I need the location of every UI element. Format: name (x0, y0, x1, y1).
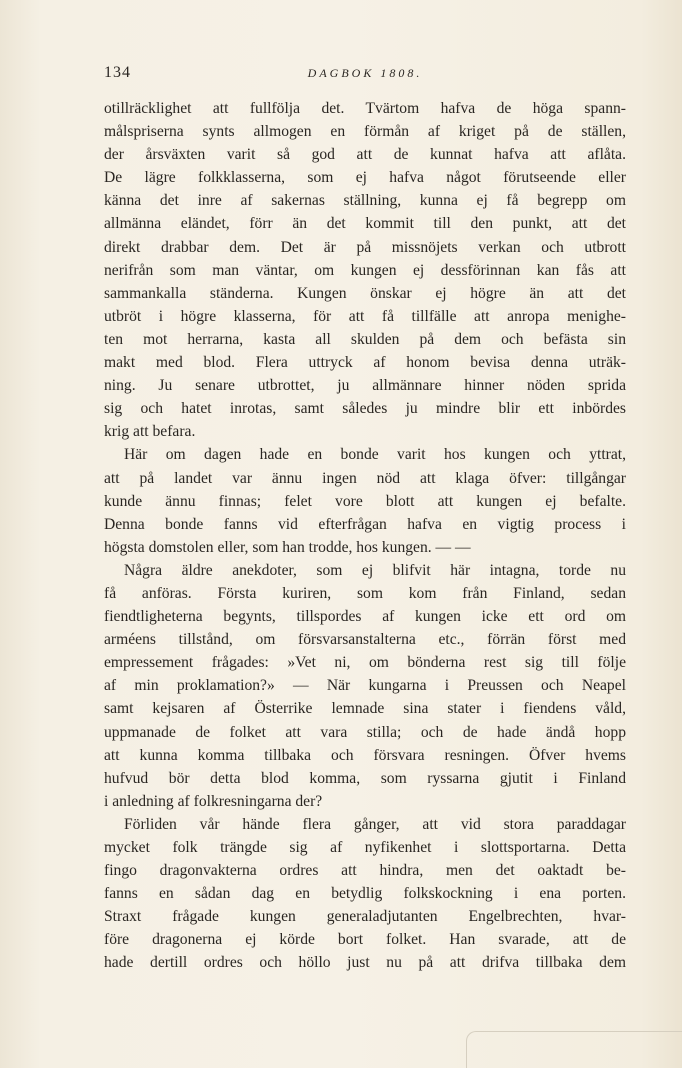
text-line: utbröt i högre klasserna, för att få tillfälle att anropa menighe- (104, 307, 626, 325)
text-line: empressement frågades: »Vet ni, om bönderna rest sig till följe (104, 654, 626, 672)
page-header (104, 60, 626, 88)
text-line: hufvud bör detta blod komma, som ryssarna gjutit i Finland (104, 769, 626, 787)
text-line: De lägre folkklasserna, som ej hafva något förutseende eller (104, 169, 626, 187)
text-line: ten mot herrarna, kasta all skulden på dem och befästa sin (104, 330, 626, 348)
paragraph-start-line: Här om dagen hade en bonde varit hos kungen och yttrat, (124, 446, 626, 464)
paragraph-start-line: Några äldre anekdoter, som ej blifvit här intagna, torde nu (124, 561, 626, 579)
text-line: i anledning af folkresningarna der? (104, 792, 323, 810)
text-line: otillräcklighet att fullfölja det. Tvärtom hafva de höga spann- (104, 100, 626, 117)
text-line: mycket folk trängde sig af nyfikenhet i slottsportarna. Detta (104, 839, 626, 856)
text-line: Straxt frågade kungen generaladjutanten Engelbrechten, hvar- (104, 908, 626, 926)
page-corner-mark (466, 1031, 682, 1068)
text-line: fanns en sådan dag en betydlig folkskockning i ena porten. (104, 885, 626, 903)
page-number: 134 (104, 64, 131, 81)
text-line: sig och hatet inrotas, samt således ju mindre blir ett inbördes (104, 400, 626, 418)
body-text (104, 97, 626, 975)
text-line: sammankalla ständerna. Kungen önskar ej högre än att det (104, 284, 626, 302)
text-line: der årsväxten varit så god att de kunnat hafva att aflåta. (104, 146, 626, 164)
text-line: att på landet var ännu ingen nöd att klaga öfver: tillgångar (104, 469, 626, 487)
paragraph-start-line: Förliden vår hände flera gånger, att vid stora paraddagar (124, 815, 626, 833)
text-line: makt med blod. Flera uttryck af honom bevisa denna uträk- (104, 354, 626, 372)
text-line: uppmanade de folket att vara stilla; och de hade ändå hopp (104, 723, 626, 741)
text-line: fingo dragonvakterna ordres att hindra, men det oaktadt be- (104, 862, 626, 880)
text-line: få anföras. Första kuriren, som kom från Finland, sedan (104, 584, 626, 602)
text-line: allmänna eländet, förr än det kommit till den punkt, att det (104, 215, 626, 233)
text-line: känna det inre af sakernas ställning, kunna ej få begrepp om (104, 192, 626, 210)
text-line: hade dertill ordres och höllo just nu på att drifva tillbaka dem (104, 954, 626, 972)
text-line: af min proklamation?» — När kungarna i Preussen och Neapel (104, 677, 626, 695)
running-head: DAGBOK 1808. (307, 66, 423, 80)
text-line: fiendtligheterna begynts, tillspordes af kungen icke ett ord om (104, 608, 626, 626)
text-line: kunde ännu finnas; felet vore blott att kungen ej befalte. (104, 492, 626, 510)
text-line: Denna bonde fanns vid efterfrågan hafva en vigtig process i (104, 515, 626, 533)
text-line: nerifrån som man väntar, om kungen ej dessförinnan kan fås att (104, 261, 626, 279)
text-line: att kunna komma tillbaka och försvara resningen. Öfver hvems (104, 746, 626, 764)
text-line: samt kejsaren af Österrike lemnade sina stater i fiendens våld, (104, 700, 626, 718)
text-line: ning. Ju senare utbrottet, ju allmännare hinner nöden sprida (104, 377, 626, 395)
text-line: direkt drabbar dem. Det är på missnöjets verkan och utbrott (104, 238, 626, 256)
text-line: målspriserna synts allmogen en förmån af kriget på de ställen, (104, 123, 626, 141)
text-line: högsta domstolen eller, som han trodde, hos kungen. — — (104, 538, 471, 556)
text-line: arméens tillstånd, om försvarsanstalterna etc., förrän först med (104, 631, 626, 649)
text-line: krig att befara. (104, 423, 196, 441)
text-line: före dragonerna ej körde bort folket. Han svarade, att de (104, 931, 626, 949)
